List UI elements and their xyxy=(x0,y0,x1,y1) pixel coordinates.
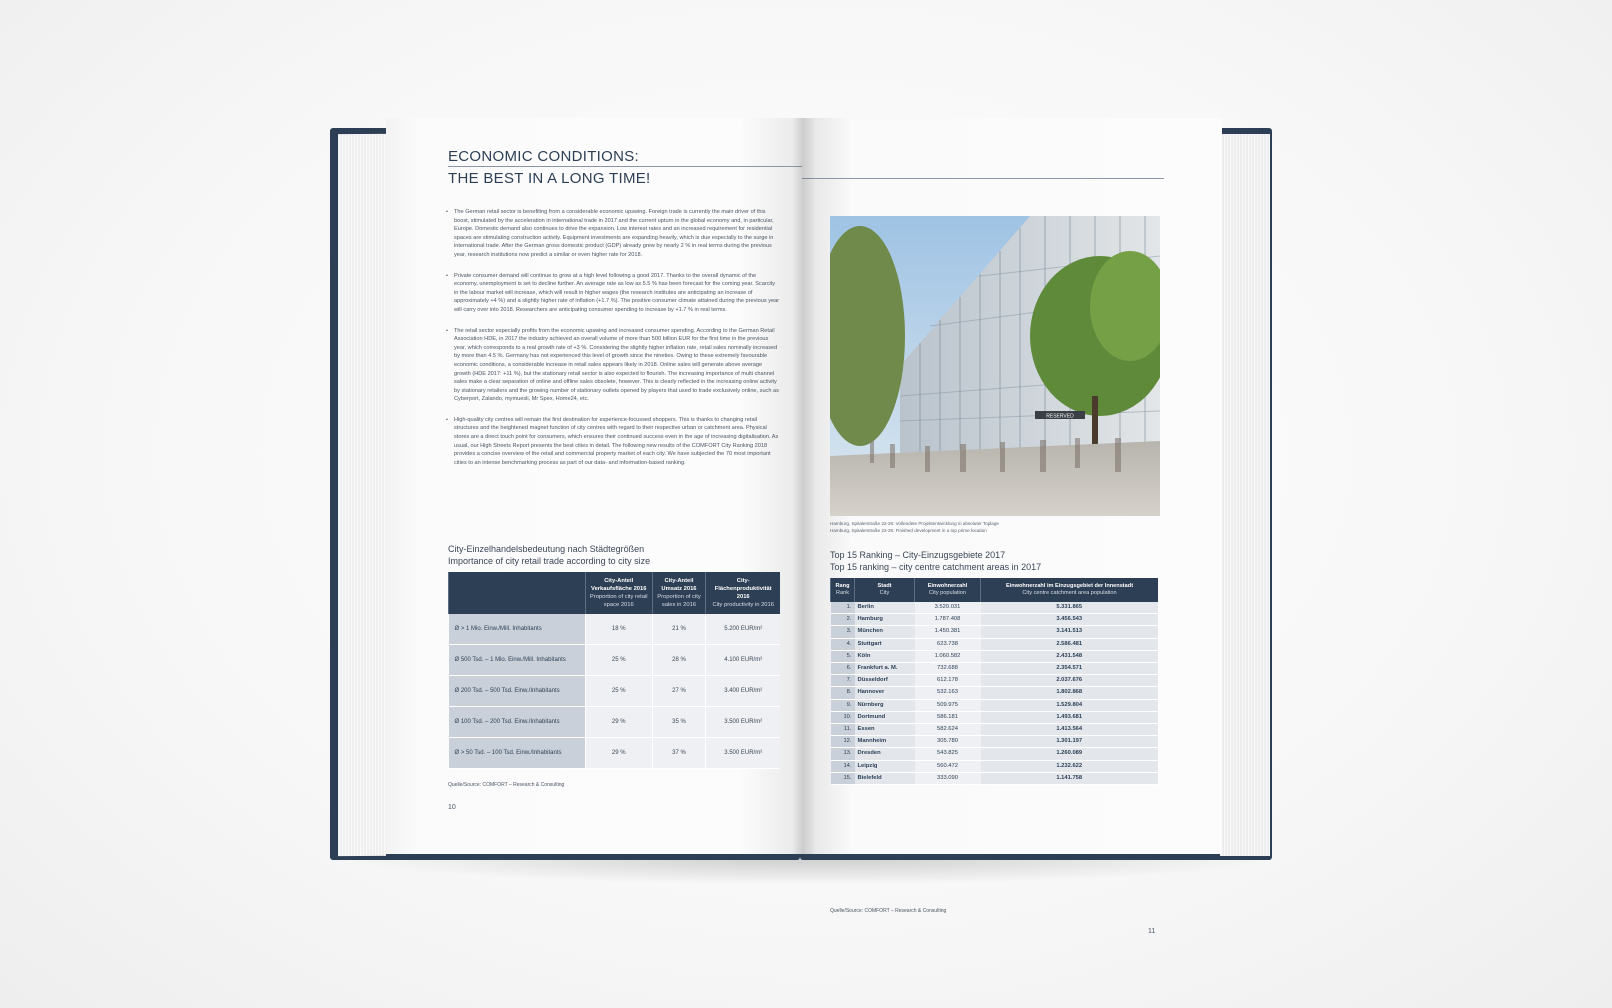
cell-population: 3.520.031 xyxy=(915,602,981,614)
cell-city: Berlin xyxy=(855,602,915,614)
cell-population: 1.060.582 xyxy=(915,650,981,662)
cell-productivity: 3.500 EUR/m² xyxy=(706,707,780,738)
cell-population: 623.738 xyxy=(915,638,981,650)
cell-city: Hamburg xyxy=(855,614,915,626)
cell-catchment: 1.413.564 xyxy=(981,724,1159,736)
title-rule xyxy=(448,166,802,167)
table-row xyxy=(831,602,1159,614)
cell-sales: 21 % xyxy=(652,614,706,645)
table-row xyxy=(831,626,1159,638)
cell-space: 18 % xyxy=(586,614,653,645)
cell-city: Düsseldorf xyxy=(855,675,915,687)
cell-catchment: 1.232.622 xyxy=(981,760,1159,772)
cell-sales: 37 % xyxy=(652,738,706,769)
cell-rank: 6. xyxy=(831,663,855,675)
page-edges-right xyxy=(1220,134,1270,856)
cell-catchment: 1.301.197 xyxy=(981,736,1159,748)
cell-population: 560.472 xyxy=(915,760,981,772)
row-label: Ø > 50 Tsd. – 100 Tsd. Einw./Inhabitants xyxy=(449,738,586,769)
spine-fold xyxy=(792,118,814,854)
page-title-line2: THE BEST IN A LONG TIME! xyxy=(448,170,651,187)
cell-catchment: 1.802.868 xyxy=(981,687,1159,699)
bullet-item: • Private consumer demand will continue to grow at a high level following a good 2017. Thanks to the overall dynamic of the economy, unemployment is set to decline further. An average rate as low as 5.5 % has been forecast for the coming year. Scarcity in the labour market will increase, which will result in higher wages (the research institutes are anticipating an increase of approximately +4 %) and a slightly higher rate of inflation (+1.7 %). The positive consumer climate attained during the previous year will carry over into 2018. Researchers are anticipating consumer spending to increase by +1.7 % in real terms. xyxy=(446,272,780,315)
cell-city: Mannheim xyxy=(855,736,915,748)
header-rank: Rang Rank xyxy=(831,578,855,602)
page-edges-left xyxy=(338,134,386,856)
cell-population: 732.688 xyxy=(915,663,981,675)
cell-rank: 4. xyxy=(831,638,855,650)
row-label: Ø 500 Tsd. – 1 Mio. Einw./Mill. Inhabitants xyxy=(449,645,586,676)
cell-catchment: 1.260.089 xyxy=(981,748,1159,760)
cell-population: 586.181 xyxy=(915,711,981,723)
page-title-line1: ECONOMIC CONDITIONS: xyxy=(448,148,640,165)
cell-space: 25 % xyxy=(586,676,653,707)
cell-rank: 2. xyxy=(831,614,855,626)
page-number: 10 xyxy=(448,804,456,811)
table-source: Quelle/Source: COMFORT – Research & Consulting xyxy=(448,782,565,788)
table-title-en: Importance of city retail trade according to city size xyxy=(448,556,651,566)
table-row xyxy=(831,675,1159,687)
cell-city: Frankfurt a. M. xyxy=(855,663,915,675)
ranking-title-en: Top 15 ranking – city centre catchment areas in 2017 xyxy=(830,562,1042,572)
table-header-sales: City-Anteil Umsatz 2016 Proportion of city sales in 2016 xyxy=(652,572,706,614)
cell-sales: 28 % xyxy=(652,645,706,676)
cell-population: 532.163 xyxy=(915,687,981,699)
photo-caption-en: Hamburg, Spitalerstraße 22-26: Finished development in a top prime location xyxy=(830,528,987,533)
cell-city: Bielefeld xyxy=(855,772,915,784)
cell-city: Dresden xyxy=(855,748,915,760)
cell-rank: 8. xyxy=(831,687,855,699)
photo-caption-de: Hamburg, Spitalerstraße 22-26: Vollendete Projektentwicklung in absoluter Toplage xyxy=(830,521,999,526)
header-city: Stadt City xyxy=(855,578,915,602)
left-page xyxy=(386,118,802,854)
ranking-source: Quelle/Source: COMFORT – Research & Consulting xyxy=(830,908,947,914)
cell-catchment: 3.141.513 xyxy=(981,626,1159,638)
page-number: 11 xyxy=(1148,928,1156,935)
header-catchment: Einwohnerzahl im Einzugsgebiet der Innenstadt City centre catchment area population xyxy=(981,578,1159,602)
row-label: Ø 100 Tsd. – 200 Tsd. Einw./Inhabitants xyxy=(449,707,586,738)
cell-catchment: 2.037.676 xyxy=(981,675,1159,687)
cell-productivity: 5.200 EUR/m² xyxy=(706,614,780,645)
cell-rank: 12. xyxy=(831,736,855,748)
cell-rank: 5. xyxy=(831,650,855,662)
cell-catchment: 3.456.543 xyxy=(981,614,1159,626)
table-row xyxy=(831,687,1159,699)
bullet-item: • High-quality city centres will remain the first destination for experience-focussed shoppers. This is thanks to changing retail structures and the heightened magnet function of city centres with regard to their respective urban or catchment area. Physical stores are a direct touch point for consumers, which ensures their continued success even in the age of increasing digitalisation. As usual, our High Streets Report presents the best cities in detail. The following new results of the COMFORT City Ranking 2018 provides a concise overview of the retail and commercial property market of each city. We have subjected the 70 most important cities to an intense benchmarking process as part of our data- and information-based ranking. xyxy=(446,416,780,468)
cell-city: Dortmund xyxy=(855,711,915,723)
bullet-item: • The retail sector especially profits from the economic upswing and increased consumer spending. According to the German Retail Association HDE, in 2017 the industry achieved an overall volume of more than 500 billion EUR for the first time in the previous year, which corresponds to a real growth rate of +3 %. Considering the slightly higher inflation rate, retail sales nominally increased by more than 4.5 %. Germany has not experienced this level of growth since the nineties. Owing to these extremely favourable economic conditions, a considerable increase in retail sales appears likely in 2018. Online sales will generate above average growth (HDE 2017: +11 %), but the stationary retail sector is also expected to flourish. The increasing importance of multi channel sales make a clear separation of online and offline sales obsolete, however. This is clearly reflected in the increasing online activity by stationary retailers and the growing number of stationary outlets opened by players that used to trade exclusively online, such as Cyberport, Zalando, mymuesli, Mr Spex, Home24, etc. xyxy=(446,327,780,404)
cell-sales: 27 % xyxy=(652,676,706,707)
cell-rank: 11. xyxy=(831,724,855,736)
cell-city: Leipzig xyxy=(855,760,915,772)
cell-catchment: 2.354.571 xyxy=(981,663,1159,675)
cell-space: 29 % xyxy=(586,738,653,769)
cell-catchment: 5.331.865 xyxy=(981,602,1159,614)
store-sign: RESERVED xyxy=(1046,413,1074,420)
header-population: Einwohnerzahl City population xyxy=(915,578,981,602)
table-row xyxy=(831,663,1159,675)
cell-rank: 1. xyxy=(831,602,855,614)
table-title-de: City-Einzelhandelsbedeutung nach Städtegrößen xyxy=(448,544,645,554)
ranking-header-row xyxy=(831,578,1159,602)
cell-population: 305.780 xyxy=(915,736,981,748)
cell-productivity: 3.400 EUR/m² xyxy=(706,676,780,707)
table-row xyxy=(831,650,1159,662)
table-row xyxy=(831,760,1159,772)
row-label: Ø > 1 Mio. Einw./Mill. Inhabitants xyxy=(449,614,586,645)
cell-city: Köln xyxy=(855,650,915,662)
cell-population: 333.090 xyxy=(915,772,981,784)
table-row xyxy=(831,772,1159,784)
cell-population: 612.178 xyxy=(915,675,981,687)
table-header-space: City-Anteil Verkaufsfläche 2016 Proportion of city retail space 2016 xyxy=(586,572,653,614)
cell-population: 543.825 xyxy=(915,748,981,760)
cell-catchment: 2.586.481 xyxy=(981,638,1159,650)
cell-productivity: 3.500 EUR/m² xyxy=(706,738,780,769)
cell-rank: 9. xyxy=(831,699,855,711)
cell-population: 582.624 xyxy=(915,724,981,736)
table-row xyxy=(831,724,1159,736)
cell-city: Hannover xyxy=(855,687,915,699)
table-row xyxy=(831,736,1159,748)
cell-rank: 15. xyxy=(831,772,855,784)
cell-productivity: 4.100 EUR/m² xyxy=(706,645,780,676)
cell-city: Nürnberg xyxy=(855,699,915,711)
cell-catchment: 1.529.804 xyxy=(981,699,1159,711)
cell-rank: 3. xyxy=(831,626,855,638)
cell-population: 1.787.408 xyxy=(915,614,981,626)
table-row xyxy=(831,638,1159,650)
cell-population: 1.450.381 xyxy=(915,626,981,638)
cell-space: 29 % xyxy=(586,707,653,738)
cell-city: Stuttgart xyxy=(855,638,915,650)
cell-population: 509.975 xyxy=(915,699,981,711)
cell-city: München xyxy=(855,626,915,638)
cell-rank: 13. xyxy=(831,748,855,760)
cell-space: 25 % xyxy=(586,645,653,676)
cell-catchment: 2.431.548 xyxy=(981,650,1159,662)
cell-sales: 35 % xyxy=(652,707,706,738)
table-row xyxy=(831,711,1159,723)
right-page-table-layer xyxy=(802,118,1222,935)
ranking-table xyxy=(830,578,1158,785)
row-label: Ø 200 Tsd. – 500 Tsd. Einw./Inhabitants xyxy=(449,676,586,707)
bullet-list xyxy=(446,208,780,479)
cell-city: Essen xyxy=(855,724,915,736)
table-row xyxy=(831,748,1159,760)
cell-catchment: 1.493.681 xyxy=(981,711,1159,723)
cell-catchment: 1.141.758 xyxy=(981,772,1159,784)
table-header-productivity: City-Flächenproduktivität 2016 City productivity in 2016 xyxy=(706,572,780,614)
cell-rank: 7. xyxy=(831,675,855,687)
bullet-item: • The German retail sector is benefiting from a considerable economic upswing. Foreign trade is currently the main driver of this boost, stimulated by the acceleration in international trade in 2017 and the current upturn in the global economy and, in particular, Europe. Domestic demand also continues to drive the expansion. Low interest rates and an increased requirement for residential spaces are stimulating construction activity. Equipment investments are expanding heavily, which is due especially to the surge in international trade. After the German gross domestic product (GDP) already grew by nearly 2 % in real terms during the previous year, research institutions now predict a similar or even higher rate for 2018. xyxy=(446,208,780,260)
cell-rank: 14. xyxy=(831,760,855,772)
ranking-title-de: Top 15 Ranking – City-Einzugsgebiete 2017 xyxy=(830,550,1006,560)
table-row xyxy=(831,614,1159,626)
cell-rank: 10. xyxy=(831,711,855,723)
table-row xyxy=(831,699,1159,711)
